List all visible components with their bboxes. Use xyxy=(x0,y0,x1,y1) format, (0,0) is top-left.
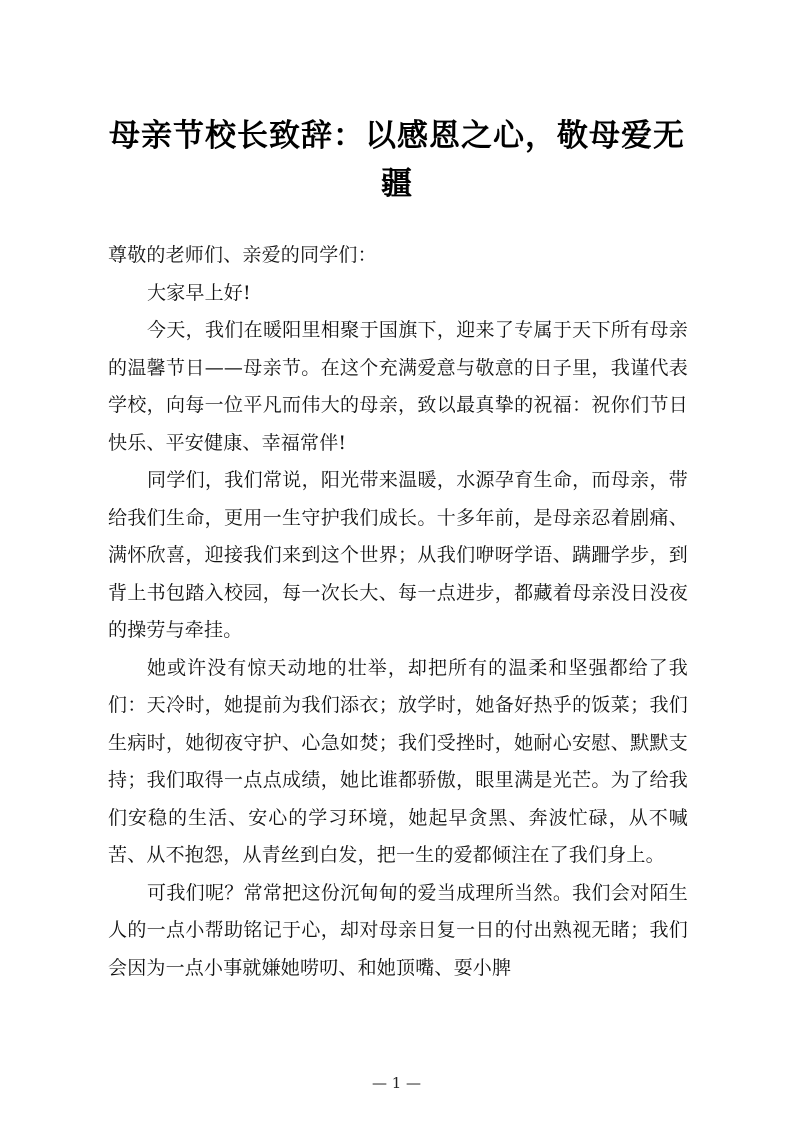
paragraph-mother-devotion: 她或许没有惊天动地的壮举，却把所有的温柔和坚强都给了我们：天冷时，她提前为我们添衣；放学时，她备好热乎的饭菜；我们生病时，她彻夜守护、心急如焚；我们受挫时，她耐心安慰、默默支持；我们取得一点点成绩，她比谁都骄傲，眼里满是光芒。为了给我们安稳的生活、安心的学习环境，她起早贪黑、奔波忙碌，从不喊苦、从不抱怨，从青丝到白发，把一生的爱都倾注在了我们身上。 xyxy=(108,656,688,866)
document-title: 母亲节校长致辞：以感恩之心，敬母爱无疆 xyxy=(109,118,685,202)
paragraph-mother-gives-life: 同学们，我们常说，阳光带来温暖，水源孕育生命，而母亲，带给我们生命，更用一生守护我们成长。十多年前，是母亲忍着剧痛、满怀欣喜，迎接我们来到这个世界；从我们咿呀学语、蹒跚学步，到背上书包踏入校园，每一次长大、每一点进步，都藏着母亲没日没夜的操劳与牵挂。 xyxy=(108,469,688,641)
paragraph-mothers-day-blessing: 今天，我们在暖阳里相聚于国旗下，迎来了专属于天下所有母亲的温馨节日——母亲节。在这个充满爱意与敬意的日子里，我谨代表学校，向每一位平凡而伟大的母亲，致以最真挚的祝福：祝你们节日快乐、平安健康、幸福常伴! xyxy=(108,319,688,454)
page-number: — 1 — xyxy=(371,1074,422,1092)
paragraph-greeting: 大家早上好! xyxy=(147,281,251,304)
salutation: 尊敬的老师们、亲爱的同学们： xyxy=(108,244,377,266)
paragraph-taken-for-granted: 可我们呢？常常把这份沉甸甸的爱当成理所当然。我们会对陌生人的一点小帮助铭记于心，却对母亲日复一日的付出熟视无睹；我们会因为一点小事就嫌她唠叨、和她顶嘴、耍小脾 xyxy=(108,881,688,979)
document-body xyxy=(108,237,688,987)
